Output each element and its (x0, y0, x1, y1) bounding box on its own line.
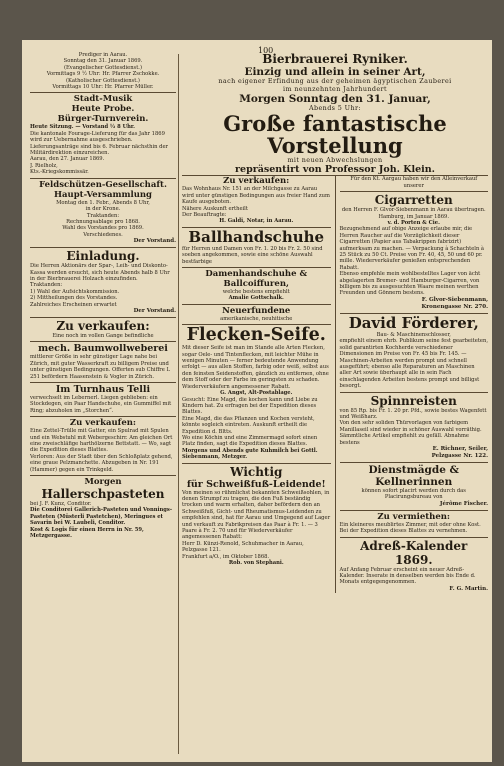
ad-text: Die Conditorei Gallerich-Pasteten und Vonnings-Pasteten (Müsterli Pastetchen), Meringues et Savarin bei W. Laubeli, Conditor. (30, 507, 173, 527)
ad-text: nach eigener Erfindung aus der geheimen ägyptischen Zauberei im neunzehnten Jahrhundert (218, 77, 452, 93)
ad-heading: Dienstmägde & Kellnerinnen (340, 462, 489, 488)
ad-text: mittlerer Größe in sehr günstiger Lage nahe bei Zürich, mit guter Wasserkraft zu billigem Preise und unter günstigen Bedingungen. Offerten sub Chiffre L 251 befördern Haasenstein & Vogler in Zürich. (30, 354, 170, 380)
ad-signature: F. Glvor-Siebenmann, Kronengasse Nr. 270. (421, 296, 488, 310)
ad-heading: Bürger-Turnverein. (57, 114, 149, 125)
ad-signature: F. G. Martin. (449, 585, 488, 592)
newspaper-page (22, 40, 492, 762)
ad-heading: für Schweißfuß-Leidende! (186, 478, 326, 490)
ad-heading: Morgen (30, 475, 176, 487)
ad-text: Mit dieser Seife ist man im Stande alle Arten Flecken, sogar Oele- und Tintenflecken, mit leichter Mühe in wenigen Minuten — ferner bedeutende Anwendung erfolgt — aus allen Stoffen, farbig oder weiß, selbst aus den feinsten Seidenstoffen, gänzlich zu entfernen, ohne dem Stoff oder der Farbe im geringsten zu schaden. Wiederverkäufern angemessener Rabatt. (182, 345, 329, 390)
ad-text: Bau- & Maschinenschlosser, (376, 331, 451, 338)
middle-column (182, 176, 335, 592)
ad-text: H. Galdi, Notar, in Aarau. (219, 218, 294, 225)
ad-heading: Feldschützen-Gesellschaft. (30, 178, 176, 190)
ad-heading: Spinnreisten (340, 392, 489, 408)
ad-heading: Flecken-Seife. (182, 324, 331, 345)
ad-heading: Morgen Sonntag den 31. Januar, (239, 93, 431, 106)
ad-text: Rob. von Stephani. (228, 560, 284, 567)
ad-text: für Herren und Damen von Fr. 1. 20 bis Fr. 2. 50 sind soeben angekommen, sowie eine schöne Auswahl bestfarbige (182, 245, 323, 265)
ad-heading: David Förderer, (340, 313, 489, 332)
ad-text: G. Angst, Alt-Postablage. (220, 390, 293, 397)
ad-heading: Im Turnhaus Telli (30, 382, 176, 395)
ad-heading: Zu verkaufen: (30, 317, 176, 333)
ad-heading: Wichtig (182, 463, 331, 479)
ad-signature: E. Richner, Seiler, Pelzgasse Nr. 122. (431, 445, 488, 459)
ad-heading: Zu verkaufen: (223, 176, 290, 187)
ad-heading: Zu verkaufen: (30, 416, 176, 428)
ad-text: Eine noch im vollen Gange befindliche (52, 332, 154, 339)
ad-heading: Einzig und allein in seiner Art, (244, 66, 426, 78)
ad-text: Montag den 1. Febr., Abends 8 Uhr, in der Krone. Traktanden: Rechnungsablage pro 1868. Wahl des Vorstandes pro 1869. Verschiedenes. (56, 199, 150, 238)
ad-text: Die Herren Aktionärs der Spar-, Leih- und Diskonto-Kassa werden ersucht, sich heute Abends halb 8 Uhr in der Bierbrauerei Holzach einzufinden. Traktanden: 1) Wahl der Aufsichtskommission. 2) Mittheilungen des Vorstandes. Zahlreiches Erscheinen erwartet (30, 263, 170, 308)
ad-signature: Der Vorstand. (133, 238, 176, 245)
ad-heading: Große fantastische Vorstellung (223, 110, 447, 158)
feature-advertisement (182, 52, 488, 175)
ad-text: Kost & Logis für einen Herrn in Nr. 59, Metzgergasse. (30, 526, 144, 540)
ad-text: Eine Zettel-Trülle mit Gatter, ein Spulrad mit Spulen und ein Webstuhl mit Webergeschirr. Am gleichen Ort eine zweischläfige harthölzerne Bettstatt. — Wo, sagt die Expedition dieses Blattes. (30, 428, 173, 454)
ad-text: Bezugnehmend auf obige Anzeige erlaube mir, die Herren Raucher auf die Vorzüglichkeit dieser Cigarretten (Papier aus Tabakrippen fabrizirt) aufmerksam zu machen. — Verpackung à Schachteln à 25 Stück zu 50 Ct. Preise von Fr. 40, 45, 50 und 60 pr. mille. Wiederverkäufer genießen entsprechenden Rabatt. Ebenso empfehle mein wohlbestelltes Lager von ächt abgelagerten Bremer- und Hamburger-Cigarren, von billigem bis zu ausgesuchten Waare meinen werthen Freunden und Gönnern bestens. (339, 226, 485, 297)
ad-heading: Haupt-Versammlung (53, 189, 152, 200)
ad-text: Abends 5 Uhr: (308, 104, 361, 113)
ad-signature: Jérôme Fischer. (439, 500, 488, 507)
ad-text: Von meinen so rühmlichst bekannten Schweißsohlen, in denen Strumpf zu tragen, die den Fuß beständig trocken und warm erhalten, daher befördern den an Schweißfuß, Gicht- und Rheumatismus-Leidenden zu empfehlen sind, hat für Aarau und Umgegend auf Lager und verkauft zu Fabrikpreisen das Paar à Fr. 1. — 3 Paare à Fr. 2. 70 und für Wiederverkäufer angemessenen Rabatt: Herr D. Künzi-Renold, Schuhmacher in Aarau, Pelzgasse 121. Frankfurt a/O., im Oktober 1868. (182, 489, 331, 560)
ad-heading: Heute Probe. (71, 104, 135, 115)
ad-text: Eine Magd, die das Pflanzen und Kochen versteht, könnte sogleich eintreten. Auskunft ertheilt die Expedition d. Bltts. (182, 415, 315, 435)
ad-text: Die kantonale Fourage-Lieferung für das Jahr 1869 wird zur Uebernahme ausgeschrieben. Lieferungsanträge sind bis 6. Februar nächsthin der Militärdirektion einzureichen. Aarau, den 27. Januar 1869. J. Rielholz, Kts.-Kriegskommissär. (30, 130, 168, 176)
page-number: 100 (258, 46, 274, 55)
ad-heading: mech. Baumwollweberei (30, 341, 176, 354)
ad-text: Morgens und Abends gute Kuhmilch bei Gottl. Siebenmann, Metzger. (182, 447, 318, 461)
ad-text: Verloren: Aus der Stadt über den Schloßplatz gehend, eine graue Pelzmanchette. Abzugeben in Nr. 191 (Hammer) gegen ein Trinkgeld. (30, 453, 173, 473)
ad-text: v. d. Porten & Cie. (387, 220, 440, 226)
right-area (182, 52, 488, 593)
ad-text: Amalie Gottschalk. (228, 295, 284, 302)
ad-text: bei J. F. Kunz, Conditor. (30, 501, 92, 508)
ad-text: empfiehlt einem ehrb. Publikum seine fest gearbeiteten, solid garantirten Kochherde verschiedener Dimensionen im Preise von Fr. 45 bis Fr. 145. — Maschinen-Arbeiten werden prompt und schnell ausgeführt; ebenso alle Reparaturen an Maschinen aller Art sowie überhaupt alle in sein Fach einschlagenden Arbeiten bestens prompt und billigst besorgt. (339, 338, 488, 390)
right-column (335, 176, 489, 592)
ad-heading: Zu vermiethen: (340, 510, 489, 522)
ad-signature: Der Vorstand. (133, 307, 176, 314)
ad-text: Ein kleineres meublirtes Zimmer, mit oder ohne Kost. Bei der Expedition dieses Blattes zu vernehmen. (339, 521, 481, 535)
ad-heading: Adreß-Kalender 1869. (340, 537, 489, 567)
ad-text: Heute Sitzung. — Vorstand ½ 8 Uhr. (30, 124, 135, 131)
ad-heading: Einladung. (30, 247, 176, 263)
ad-text: amerikanische, neuhitische (220, 315, 293, 322)
ad-heading: repräsentirt von Professor Joh. Klein. (235, 164, 435, 176)
ad-text: können sofort placirt werden durch das Placirungsbureau von (361, 487, 466, 501)
ad-text: Auf Anfang Februar erscheint ein neuer Adreß-Kalender. Inserate in denselben werden bis Ende d. Monats entgegengenommen. (339, 566, 476, 586)
column-divider (178, 54, 179, 754)
ad-text: welche bestens empfiehlt (222, 289, 290, 296)
ad-text: verwechselt im Lebernerl. Liegen geblieben: ein Stockdegen, ein Paar Handschuhe, ein Gummiffel mit Ring; abzuholen im „Storchen“. (30, 395, 172, 414)
ad-text: Für den Kt. Aargau haben wir den Alleinverkauf unserer (350, 176, 478, 189)
ad-heading: Cigarretten (340, 191, 489, 207)
ad-text: mit neuen Abwechslungen (287, 155, 383, 164)
ad-heading: Hallerschpasteten (41, 487, 165, 502)
ad-text: Das Wohnhaus Nr. 151 an der Milchgasse zu Aarau wird unter günstigen Bedingungen aus freier Hand zum Kaufe ausgeboten. Nähere Auskunft ertheilt Der Beauftragte: (182, 186, 330, 218)
ad-heading: Stadt-Musik (30, 92, 176, 104)
ad-heading: Damenhandschuhe & Ballcoiffuren, (182, 267, 331, 289)
ad-text: von 85 Rp. bis Fr. 1. 20 pr. Pfd., sowie bestes Wagenfett und Weißharz. Von den sehr soliden Thürvorlagen von farbigem Manillaseil sind wieder in schöner Auswahl vorräthig. Sämmtliche Artikel empfiehlt zu gefäll. Abnahme bestens (339, 407, 487, 446)
ad-text: den Herren F. Glvor-Siebenmann in Aarau übertragen. Hamburg, im Januar 1869. (341, 207, 486, 220)
ad-text: Gesucht: Eine Magd, die kochen kann und Liebe zu Kindern hat. Zu erfragen bei der Expedition dieses Blattes. (182, 396, 318, 416)
ad-heading: Ballhandschuhe (182, 227, 331, 246)
ad-heading: Bierbrauerei Ryniker. (262, 52, 408, 66)
ad-text: Wo eine Köchin und eine Zimmermagd sofort einen Platz finden, sagt die Expedition dieses Blattes. (182, 434, 318, 448)
ad-heading: Neuerfundene (182, 304, 331, 316)
ad-text: Prediger in Aarau. Sonntag den 31. Januar 1869. (Evangelischer Gottesdienst.) Vormittags 9 ½ Uhr: Hr. Pfarrer Zschokke. (Katholischer Gottesdienst.) Vormittags 10 Uhr: Hr. Pfarrer Müller. (46, 52, 160, 91)
left-column (30, 52, 176, 540)
